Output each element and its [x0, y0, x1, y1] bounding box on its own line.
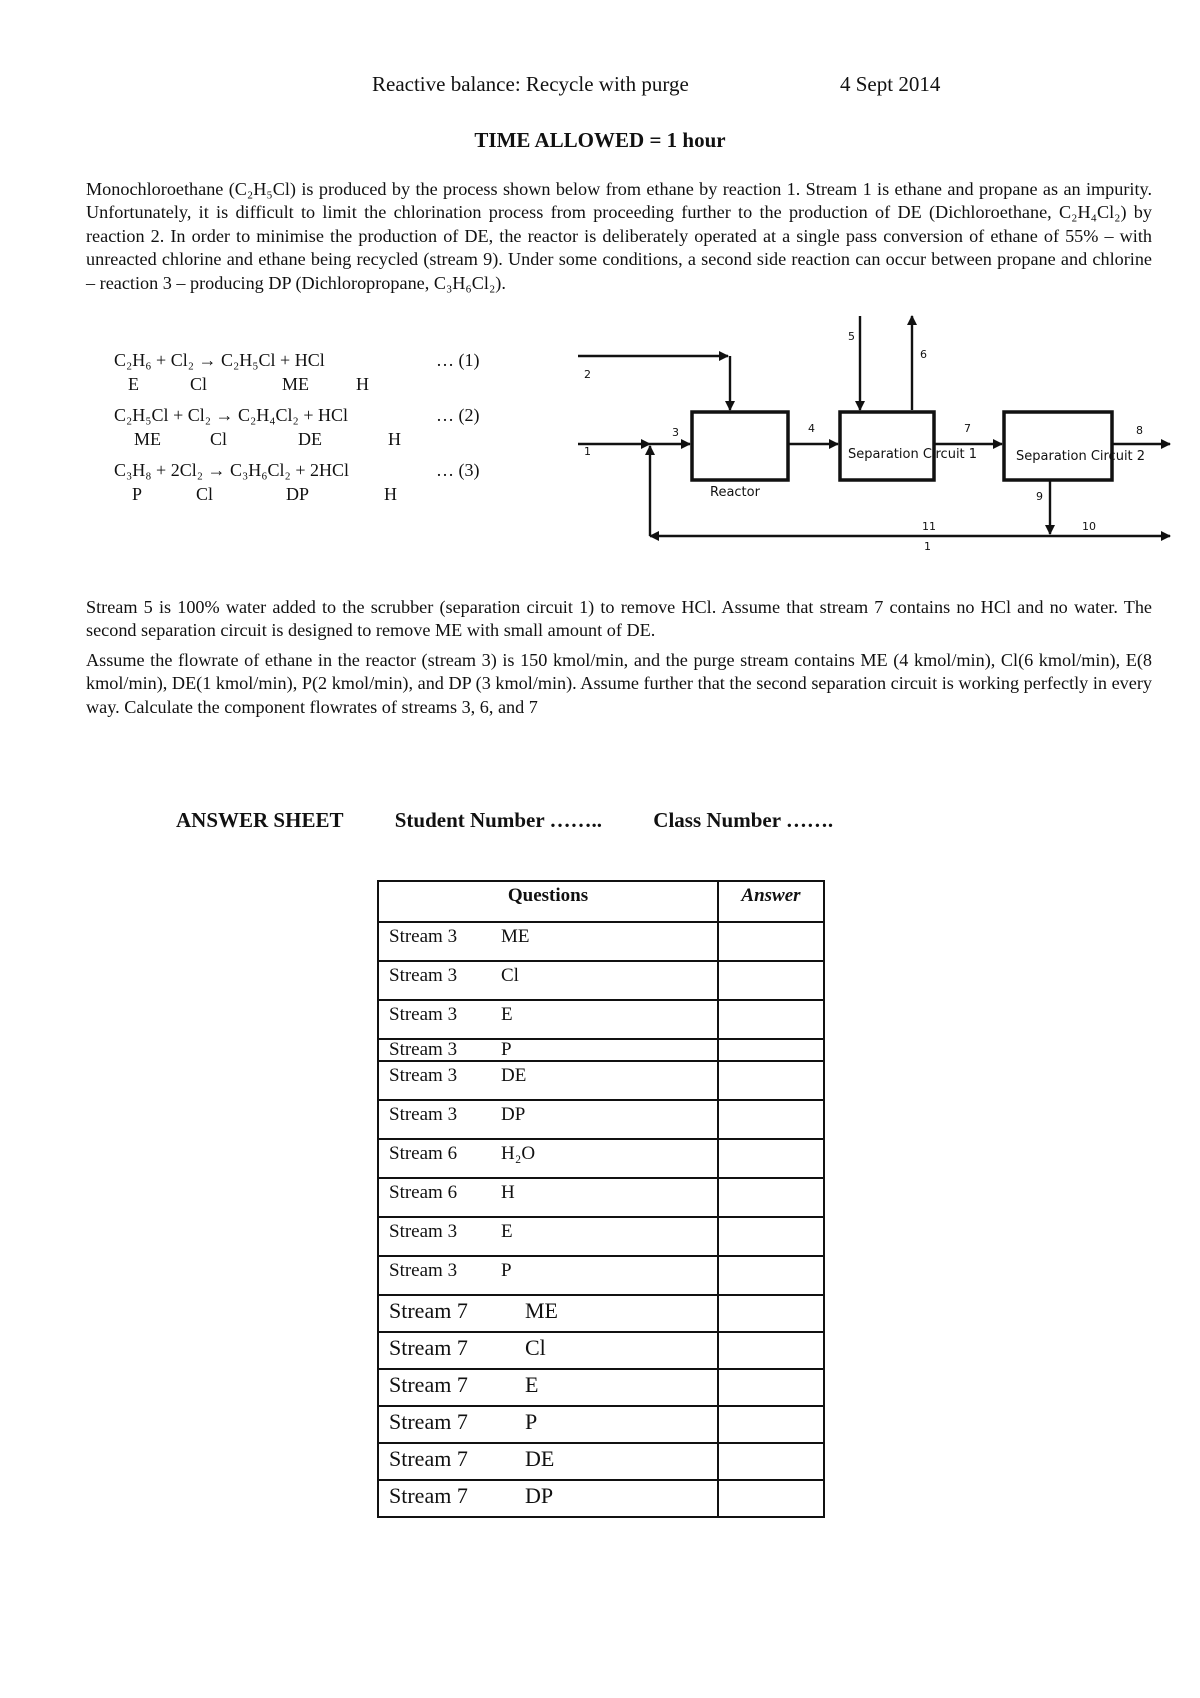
answer-header: Answer [718, 881, 824, 922]
stream-label-1: 1 [584, 445, 591, 458]
questions-header: Questions [378, 881, 718, 922]
table-row [378, 1217, 824, 1256]
reaction-1-number: … (1) [436, 350, 480, 370]
reaction-2-number: … (2) [436, 405, 480, 425]
table-row [378, 1480, 824, 1517]
row-stream: Stream 3 [389, 1221, 458, 1242]
separation-circuit-1-box [840, 412, 934, 480]
row-component: DP [525, 1483, 554, 1508]
class-number-field[interactable]: Class Number ……. [653, 808, 834, 832]
row-stream: Stream 7 [389, 1298, 468, 1323]
stream-label-7: 7 [964, 422, 971, 435]
row-stream: Stream 7 [389, 1483, 468, 1508]
time-allowed: TIME ALLOWED = 1 hour [474, 128, 726, 152]
table-row [378, 1100, 824, 1139]
document-header [372, 72, 941, 97]
answer-sheet-heading [176, 808, 879, 833]
row-stream: Stream 3 [389, 1039, 458, 1060]
stream-label-5: 5 [848, 330, 855, 343]
table-row [378, 1039, 824, 1061]
separation-circuit-2-label: Separation Circuit 2 [1016, 449, 1146, 464]
row-component: E [501, 1221, 513, 1242]
row-stream: Stream 3 [389, 1260, 458, 1281]
document-title: Reactive balance: Recycle with purge [372, 72, 689, 96]
answer-cell[interactable] [718, 961, 824, 1000]
document-date: 4 Sept 2014 [840, 72, 941, 96]
row-component: P [501, 1039, 512, 1060]
table-row [378, 1139, 824, 1178]
answer-cell[interactable] [718, 922, 824, 961]
answer-cell[interactable] [718, 1443, 824, 1480]
table-row [378, 1178, 824, 1217]
row-stream: Stream 3 [389, 1104, 458, 1125]
answer-cell[interactable] [718, 1480, 824, 1517]
row-component: DP [501, 1104, 526, 1125]
process-flow-diagram [570, 310, 1180, 550]
row-component: P [525, 1409, 538, 1434]
answer-cell[interactable] [718, 1000, 824, 1039]
table-row [378, 1061, 824, 1100]
reaction-1-label-a: E [128, 374, 139, 394]
row-component: DE [501, 1065, 527, 1086]
row-stream: Stream 6 [389, 1143, 458, 1164]
reaction-2-label-d: H [388, 429, 401, 449]
row-component: H₂O [501, 1143, 536, 1164]
table-row [378, 1000, 824, 1039]
reaction-3-label-a: P [132, 484, 143, 504]
answer-cell[interactable] [718, 1178, 824, 1217]
answer-cell[interactable] [718, 1406, 824, 1443]
answer-table [377, 880, 825, 1518]
reaction-1-label-b: Cl [190, 374, 208, 394]
answer-cell[interactable] [718, 1256, 824, 1295]
table-row [378, 1256, 824, 1295]
row-stream: Stream 3 [389, 1065, 458, 1086]
stream-label-8: 8 [1136, 424, 1143, 437]
reaction-3-label-d: H [384, 484, 397, 504]
reaction-1-equation: C₂H₆ + Cl₂ → C₂H₅Cl + HCl [114, 350, 325, 370]
row-stream: Stream 3 [389, 1004, 458, 1025]
answer-cell[interactable] [718, 1295, 824, 1332]
row-stream: Stream 3 [389, 926, 458, 947]
stream-label-4: 4 [808, 422, 815, 435]
table-row [378, 1295, 824, 1332]
table-row [378, 961, 824, 1000]
answer-cell[interactable] [718, 1100, 824, 1139]
table-row [378, 1443, 824, 1480]
row-stream: Stream 7 [389, 1372, 468, 1397]
reaction-2-label-a: ME [134, 429, 161, 449]
paragraph-3: Assume the flowrate of ethane in the reactor (stream 3) is 150 kmol/min, and the purge stream contains ME (4 kmol/min), Cl(6 kmol/min), E(8 kmol/min), DE(1 kmol/min), P(2 kmol/min), and DP (3 kmol/min). Assume further that the second separation circuit is working perfectly in every way. Calculate the component flowrates of streams 3, 6, and 7 [86, 650, 1152, 717]
reaction-1 [114, 350, 480, 394]
reactor-box [692, 412, 788, 480]
reaction-2-label-b: Cl [210, 429, 228, 449]
separation-circuit-2-box [1004, 412, 1112, 480]
answer-cell[interactable] [718, 1061, 824, 1100]
answer-cell[interactable] [718, 1332, 824, 1369]
stream-label-2: 2 [584, 368, 591, 381]
table-row [378, 1406, 824, 1443]
row-component: DE [525, 1446, 555, 1471]
row-stream: Stream 7 [389, 1335, 468, 1360]
row-stream: Stream 3 [389, 965, 458, 986]
reaction-2-equation: C₂H₅Cl + Cl₂ → C₂H₄Cl₂ + HCl [114, 405, 348, 425]
reaction-3-equation: C₃H₈ + 2Cl₂ → C₃H₆Cl₂ + 2HCl [114, 460, 349, 480]
intro-paragraph: Monochloroethane (C₂H₅Cl) is produced by the process shown below from ethane by reaction 1. Stream 1 is ethane and propane as an impurity. Unfortunately, it is difficult to limit the chlorination process from proceeding further to the production of DE (Dichloroethane, C₂H₄Cl₂) by reaction 2. In order to minimise the production of DE, the reactor is deliberately operated at a single pass conversion of ethane of 55% – with unreacted chlorine and ethane being recycled (stream 9). Under some conditions, a second side reaction can occur between propane and chlorine – reaction 3 – producing DP (Dichloropropane, C₃H₆Cl₂). [86, 179, 1152, 293]
row-component: Cl [501, 965, 519, 986]
reaction-1-label-c: ME [282, 374, 309, 394]
paragraph-2: Stream 5 is 100% water added to the scrubber (separation circuit 1) to remove HCl. Assume that stream 7 contains no HCl and no water. The second separation circuit is designed to remove ME with small amount of DE. [86, 597, 1152, 641]
row-component: Cl [525, 1335, 546, 1360]
answer-sheet-title: ANSWER SHEET [176, 808, 344, 832]
answer-cell[interactable] [718, 1139, 824, 1178]
reaction-1-label-d: H [356, 374, 369, 394]
student-number-field[interactable]: Student Number …….. [394, 808, 603, 832]
reaction-3 [114, 460, 480, 504]
row-stream: Stream 6 [389, 1182, 458, 1203]
stream-label-9: 9 [1036, 490, 1043, 503]
answer-cell[interactable] [718, 1369, 824, 1406]
row-component: ME [525, 1298, 558, 1323]
answer-cell[interactable] [718, 1039, 824, 1061]
answer-cell[interactable] [718, 1217, 824, 1256]
stream-label-10: 10 [1082, 520, 1096, 533]
row-component: P [501, 1260, 512, 1281]
stream-label-11: 11 [922, 520, 936, 533]
reaction-3-number: … (3) [436, 460, 480, 480]
reaction-3-label-c: DP [286, 484, 310, 504]
stream-label-3: 3 [672, 426, 679, 439]
reaction-2 [114, 405, 480, 449]
stream-label-11b: 1 [924, 540, 931, 550]
row-component: H [501, 1182, 515, 1203]
reaction-3-label-b: Cl [196, 484, 214, 504]
stream-label-6: 6 [920, 348, 927, 361]
row-stream: Stream 7 [389, 1409, 468, 1434]
row-component: E [525, 1372, 539, 1397]
row-stream: Stream 7 [389, 1446, 468, 1471]
reactor-label: Reactor [710, 485, 760, 500]
row-component: E [501, 1004, 513, 1025]
separation-circuit-1-label: Separation Circuit 1 [848, 447, 978, 462]
table-row [378, 1369, 824, 1406]
table-row [378, 922, 824, 961]
reaction-2-label-c: DE [298, 429, 322, 449]
table-header-row [378, 881, 824, 922]
table-row [378, 1332, 824, 1369]
row-component: ME [501, 926, 530, 947]
